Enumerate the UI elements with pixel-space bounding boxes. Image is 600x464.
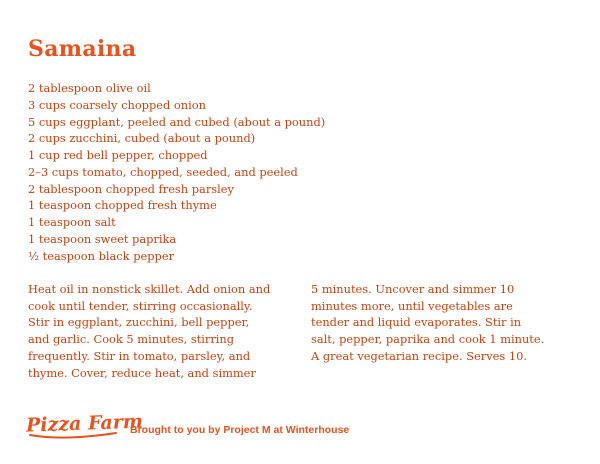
ingredient-list xyxy=(28,80,325,264)
ingredient-item: 3 cups coarsely chopped onion xyxy=(28,97,206,112)
ingredient-item: ½ teaspoon black pepper xyxy=(28,248,175,263)
ingredient-item: 1 teaspoon chopped fresh thyme xyxy=(28,198,217,213)
pizza-farm-logo xyxy=(24,402,144,446)
ingredient-item: 1 teaspoon salt xyxy=(28,215,116,229)
svg-text:Pizza Farm: Pizza Farm xyxy=(25,410,144,437)
credit-line: Brought to you by Project M at Winterhouse xyxy=(130,424,350,436)
ingredient-item: 2 tablespoon chopped fresh parsley xyxy=(28,181,234,196)
instructions-column-1: Heat oil in nonstick skillet. Add onion and cook until tender, stirring occasionally. Stir in eggplant, zucchini, bell pepper, and garlic. Cook 5 minutes, stirring frequently. Stir in tomato, parsley, and thyme. Cover, reduce heat, and simmer xyxy=(28,282,271,380)
ingredient-item: 1 cup red bell pepper, chopped xyxy=(28,148,208,162)
ingredient-item: 5 cups eggplant, peeled and cubed (about a pound) xyxy=(28,114,326,129)
ingredient-item: 2 cups zucchini, cubed (about a pound) xyxy=(28,131,256,146)
instructions-column-2: 5 minutes. Uncover and simmer 10 minutes more, until vegetables are tender and liquid evaporates. Stir in salt, pepper, paprika and cook 1 minute. A great vegetarian recipe. Serves 10. xyxy=(311,282,545,363)
ingredient-item: 2–3 cups tomato, chopped, seeded, and peeled xyxy=(28,164,298,179)
ingredient-item: 2 tablespoon olive oil xyxy=(28,81,151,95)
ingredient-item: 1 teaspoon sweet paprika xyxy=(28,231,177,246)
footer xyxy=(24,402,584,452)
recipe-title: Samaina xyxy=(28,36,137,62)
